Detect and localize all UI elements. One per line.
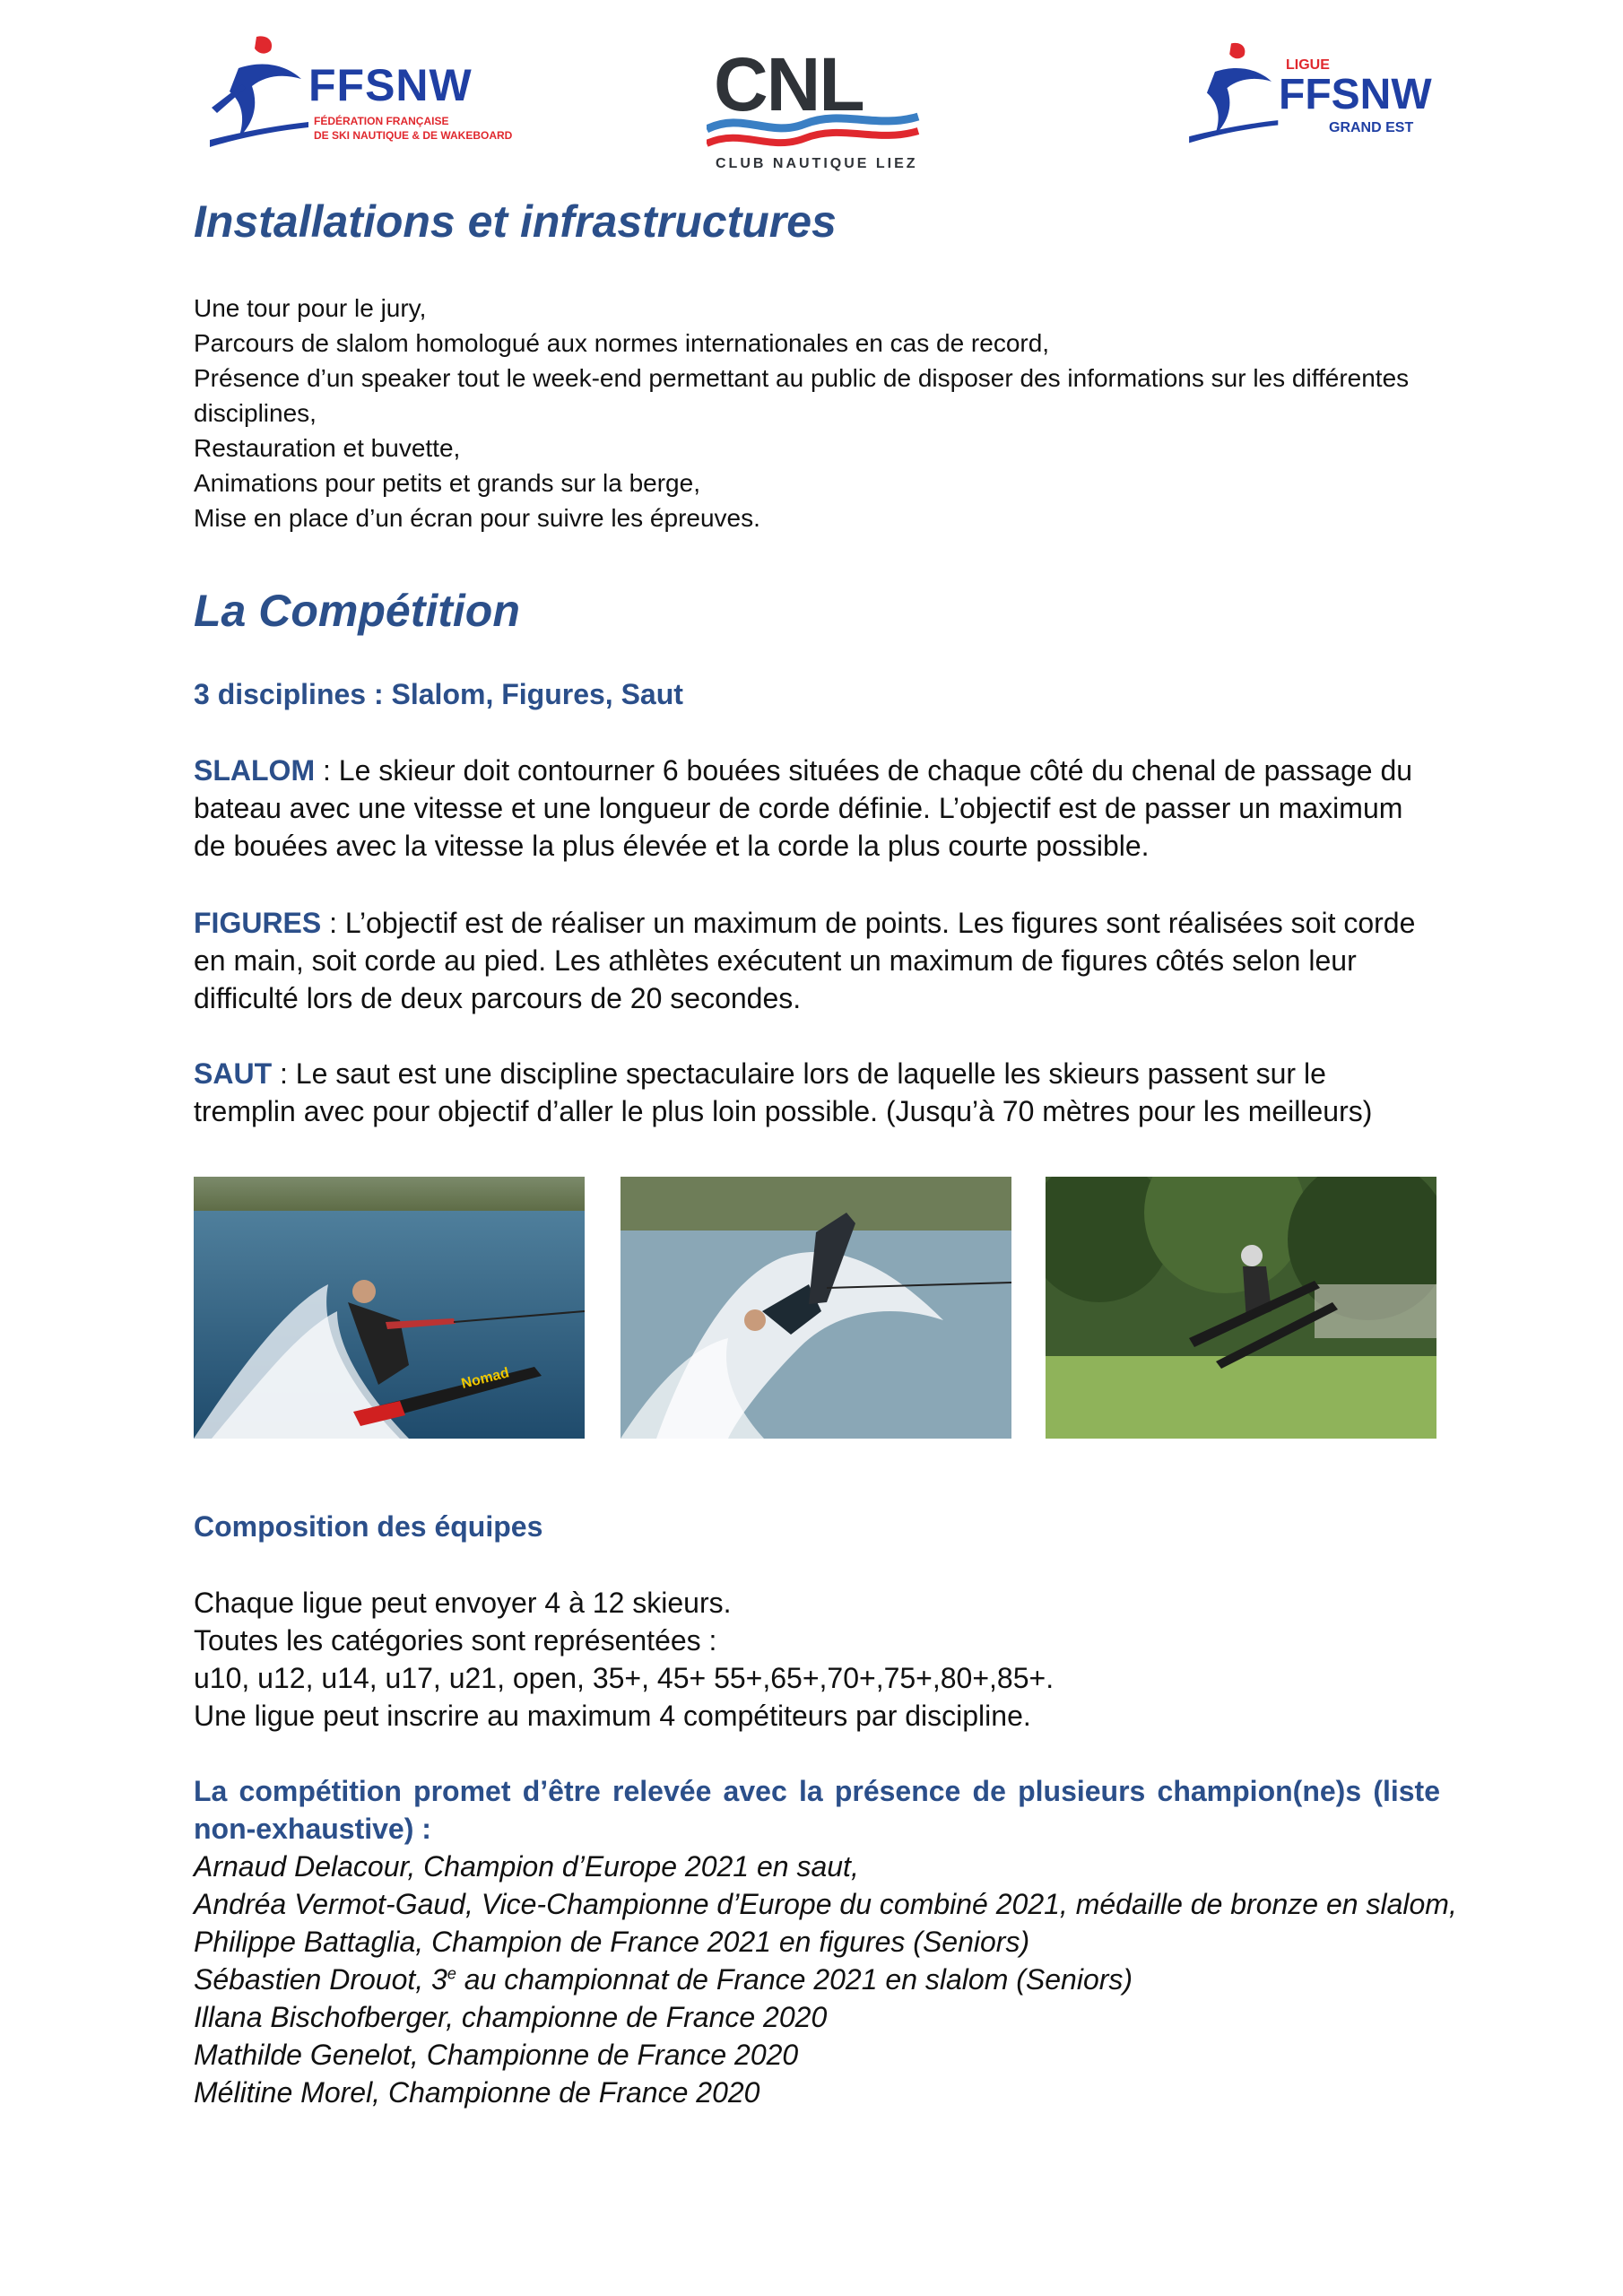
installations-line: Une tour pour le jury, xyxy=(194,294,427,322)
cnl-wave-icon xyxy=(707,102,922,156)
teams-list xyxy=(194,1584,1054,1735)
slalom-photo xyxy=(194,1177,585,1439)
champion-item: Philippe Battaglia, Champion de France 2021 en figures (Seniors) xyxy=(194,1926,1030,1958)
figures-text: : L’objectif est de réaliser un maximum de points. Les figures sont réalisées soit corde en main, soit corde au pied. Les athlètes exécutent un maximum de figures côtés selon leur difficulté lors de deux parcours de 20 secondes. xyxy=(194,907,1416,1014)
installations-title: Installations et infrastructures xyxy=(194,196,837,247)
teams-line: Une ligue peut inscrire au maximum 4 compétiteurs par discipline. xyxy=(194,1700,1031,1732)
saut-paragraph xyxy=(194,1055,1431,1130)
slalom-text: : Le skieur doit contourner 6 bouées situées de chaque côté du chenal de passage du bateau avec une vitesse et une longueur de corde définie. L’objectif est de passer un maximum de bouées avec la vitesse la plus élevée et la corde la plus courte possible. xyxy=(194,754,1413,862)
figures-photo xyxy=(621,1177,1011,1439)
saut-photo xyxy=(1046,1177,1436,1439)
installations-line: Mise en place d’un écran pour suivre les épreuves. xyxy=(194,504,760,532)
ffsnw-subtitle-line-2: DE SKI NAUTIQUE & DE WAKEBOARD xyxy=(314,129,513,142)
figures-keyword: FIGURES xyxy=(194,907,322,939)
cnl-caption: CLUB NAUTIQUE LIEZ xyxy=(716,156,918,171)
installations-line: Restauration et buvette, xyxy=(194,434,461,462)
cnl-logo xyxy=(707,41,922,176)
teams-line: Chaque ligue peut envoyer 4 à 12 skieurs. xyxy=(194,1587,732,1619)
installations-line: Présence d’un speaker tout le week-end permettant au public de disposer des informations sur les différentes xyxy=(194,364,1410,392)
ligue-caption: GRAND EST xyxy=(1329,120,1414,135)
teams-line: Toutes les catégories sont représentées : xyxy=(194,1624,717,1657)
champion-item xyxy=(194,1961,1457,1998)
installations-list xyxy=(194,291,1409,535)
ligue-ffsnw-logo xyxy=(1182,39,1451,156)
ffsnw-subtitle-line-1: FÉDÉRATION FRANÇAISE xyxy=(314,115,449,127)
slalom-keyword: SLALOM xyxy=(194,754,316,787)
champion-item: Andréa Vermot-Gaud, Vice-Championne d’Europe du combiné 2021, médaille de bronze en slalom, xyxy=(194,1888,1457,1920)
ligue-skier-icon xyxy=(1182,39,1280,154)
teams-title: Composition des équipes xyxy=(194,1510,543,1543)
champion-item: Mathilde Genelot, Championne de France 2020 xyxy=(194,2039,799,2071)
champion-item-after: au championnat de France 2021 en slalom (Seniors) xyxy=(456,1963,1133,1996)
champion-item: Illana Bischofberger, championne de France 2020 xyxy=(194,2001,828,2033)
ffsnw-wordmark: FFSNW xyxy=(308,60,473,110)
installations-line: Animations pour petits et grands sur la berge, xyxy=(194,469,700,497)
champion-item: Arnaud Delacour, Champion d’Europe 2021 en saut, xyxy=(194,1850,859,1883)
slalom-paragraph xyxy=(194,752,1431,865)
disciplines-heading: 3 disciplines : Slalom, Figures, Saut xyxy=(194,678,683,710)
ffsnw-skier-icon xyxy=(203,32,310,160)
teams-line: u10, u12, u14, u17, u21, open, 35+, 45+ 55+,65+,70+,75+,80+,85+. xyxy=(194,1662,1055,1694)
ligue-prefix: LIGUE xyxy=(1286,57,1330,73)
saut-text: : Le saut est une discipline spectaculaire lors de laquelle les skieurs passent sur le tremplin avec pour objectif d’aller le plus loin possible. (Jusqu’à 70 mètres pour les meilleurs) xyxy=(194,1057,1373,1127)
champions-heading: La compétition promet d’être relevée avec la présence de plusieurs champion(ne)s (liste non-exhaustive) : xyxy=(194,1775,1440,1845)
installations-line: Parcours de slalom homologué aux normes internationales en cas de record, xyxy=(194,329,1050,357)
champion-item-before: Sébastien Drouot, 3 xyxy=(194,1963,447,1996)
champion-item-sup: e xyxy=(447,1964,456,1983)
ffsnw-logo xyxy=(203,32,513,160)
champions-list xyxy=(194,1848,1457,2111)
figures-paragraph xyxy=(194,904,1431,1017)
champion-item: Mélitine Morel, Championne de France 2020 xyxy=(194,2076,760,2109)
competition-title: La Compétition xyxy=(194,586,520,636)
slalom-ski-brand: Nomad xyxy=(459,1365,511,1392)
cnl-wordmark: CNL xyxy=(714,42,864,126)
installations-line: disciplines, xyxy=(194,399,317,427)
ligue-wordmark: FFSNW xyxy=(1279,71,1432,118)
saut-keyword: SAUT xyxy=(194,1057,273,1090)
